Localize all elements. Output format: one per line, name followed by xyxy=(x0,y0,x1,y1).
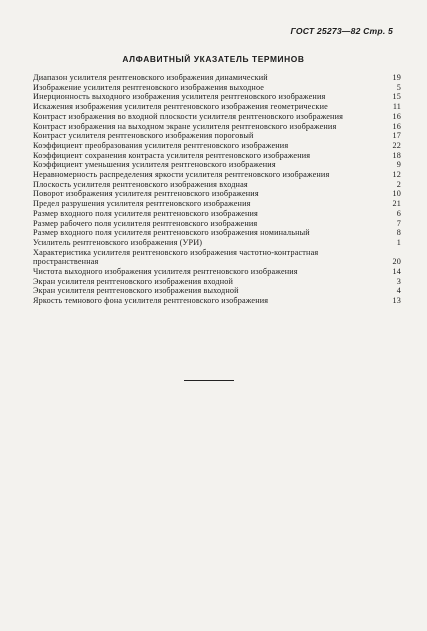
index-entry-term: Коэффициент преобразования усилителя рентгеновского изображения xyxy=(33,140,289,150)
index-entry xyxy=(33,92,401,102)
index-entry xyxy=(33,112,401,122)
index-entry-term: Яркость темнового фона усилителя рентгеновского изображения xyxy=(33,296,269,306)
index-entry-page: 5 xyxy=(396,82,401,92)
index-entry-term: Контраст изображения на выходном экране усилителя рентгеновского изображения xyxy=(33,121,337,131)
end-rule xyxy=(184,380,234,381)
index-entry xyxy=(33,296,401,306)
index-entry xyxy=(33,83,401,93)
index-entry xyxy=(33,219,401,229)
index-entry-page: 20 xyxy=(392,257,401,267)
index-entry-term: Экран усилителя рентгеновского изображения выходной xyxy=(33,286,239,296)
index-entry-page: 12 xyxy=(392,170,401,180)
page-header: ГОСТ 25273—82 Стр. 5 xyxy=(290,26,393,36)
index-entry xyxy=(33,209,401,219)
index-entry-term: Инерционность выходного изображения усилителя рентгеновского изображения xyxy=(33,92,326,102)
index-entry-page: 3 xyxy=(396,276,401,286)
index-entry-term: Размер рабочего поля усилителя рентгеновского изображения xyxy=(33,218,258,228)
index-entry-page: 2 xyxy=(396,179,401,189)
index-entry xyxy=(33,151,401,161)
index-entry-term: Контраст усилителя рентгеновского изображения пороговый xyxy=(33,131,254,141)
index-entry-term: Плоскость усилителя рентгеновского изображения входная xyxy=(33,179,248,189)
index-entry-term: Экран усилителя рентгеновского изображения входной xyxy=(33,276,234,286)
index-entry-page: 16 xyxy=(392,121,401,131)
index-entry-page: 13 xyxy=(392,296,401,306)
index-entry-page: 14 xyxy=(392,267,401,277)
index-entry-page: 21 xyxy=(392,199,401,209)
index-entry-term: Характеристика усилителя рентгеновского изображения частотно-контрастная пространственная xyxy=(33,247,319,267)
index-entry-term: Диапазон усилителя рентгеновского изображения динамический xyxy=(33,73,268,82)
index-entry-term: Предел разрушения усилителя рентгеновского изображения xyxy=(33,199,251,209)
index-entry xyxy=(33,102,401,112)
index-entry xyxy=(33,141,401,151)
index-entry-page: 6 xyxy=(396,208,401,218)
index-entry-page: 22 xyxy=(392,140,401,150)
index-entry xyxy=(33,160,401,170)
index-entry-page: 9 xyxy=(396,160,401,170)
index-entry-page: 16 xyxy=(392,111,401,121)
index-entry-term: Чистота выходного изображения усилителя рентгеновского изображения xyxy=(33,267,298,277)
index-entry-page: 7 xyxy=(396,218,401,228)
index-entry xyxy=(33,73,401,83)
index-entry-page: 18 xyxy=(392,150,401,160)
index-entry xyxy=(33,199,401,209)
index-entry xyxy=(33,131,401,141)
index-entry xyxy=(33,180,401,190)
index-entry-term: Коэффициент сохранения контраста усилителя рентгеновского изображения xyxy=(33,150,311,160)
index-entry xyxy=(33,286,401,296)
index-entry-page: 8 xyxy=(396,228,401,238)
index-entry-term: Неравномерность распределения яркости усилителя рентгеновского изображения xyxy=(33,170,330,180)
index-entry-page: 10 xyxy=(392,189,401,199)
index-entry-page: 19 xyxy=(392,73,401,82)
index-entry-page: 15 xyxy=(392,92,401,102)
index-entry-term: Размер входного поля усилителя рентгеновского изображения номинальный xyxy=(33,228,310,238)
index-entry xyxy=(33,170,401,180)
index-title: АЛФАВИТНЫЙ УКАЗАТЕЛЬ ТЕРМИНОВ xyxy=(122,54,305,64)
index-entry-page: 4 xyxy=(396,286,401,296)
index-entry xyxy=(33,122,401,132)
index-entry xyxy=(33,277,401,287)
index-entry-term: Поворот изображения усилителя рентгеновского изображения xyxy=(33,189,259,199)
index-entry-term: Контраст изображения во входной плоскости усилителя рентгеновского изображения xyxy=(33,111,344,121)
index-entry xyxy=(33,238,401,248)
index-entry-page: 11 xyxy=(392,102,401,112)
index-entry xyxy=(33,228,401,238)
index-entry-page: 17 xyxy=(392,131,401,141)
index-entry-term: Коэффициент уменьшения усилителя рентгеновского изображения xyxy=(33,160,276,170)
index-entry xyxy=(33,267,401,277)
index-entry-page: 1 xyxy=(396,237,401,247)
index-entry-term: Изображение усилителя рентгеновского изображения выходное xyxy=(33,82,265,92)
index-entry xyxy=(33,248,401,267)
index-entry-term: Размер входного поля усилителя рентгеновского изображения xyxy=(33,208,258,218)
index-entry-term: Усилитель рентгеновского изображения (УРИ) xyxy=(33,237,203,247)
index-entry xyxy=(33,189,401,199)
index-entry-term: Искажения изображения усилителя рентгеновского изображения геометрические xyxy=(33,102,328,112)
term-index-list xyxy=(33,73,401,306)
